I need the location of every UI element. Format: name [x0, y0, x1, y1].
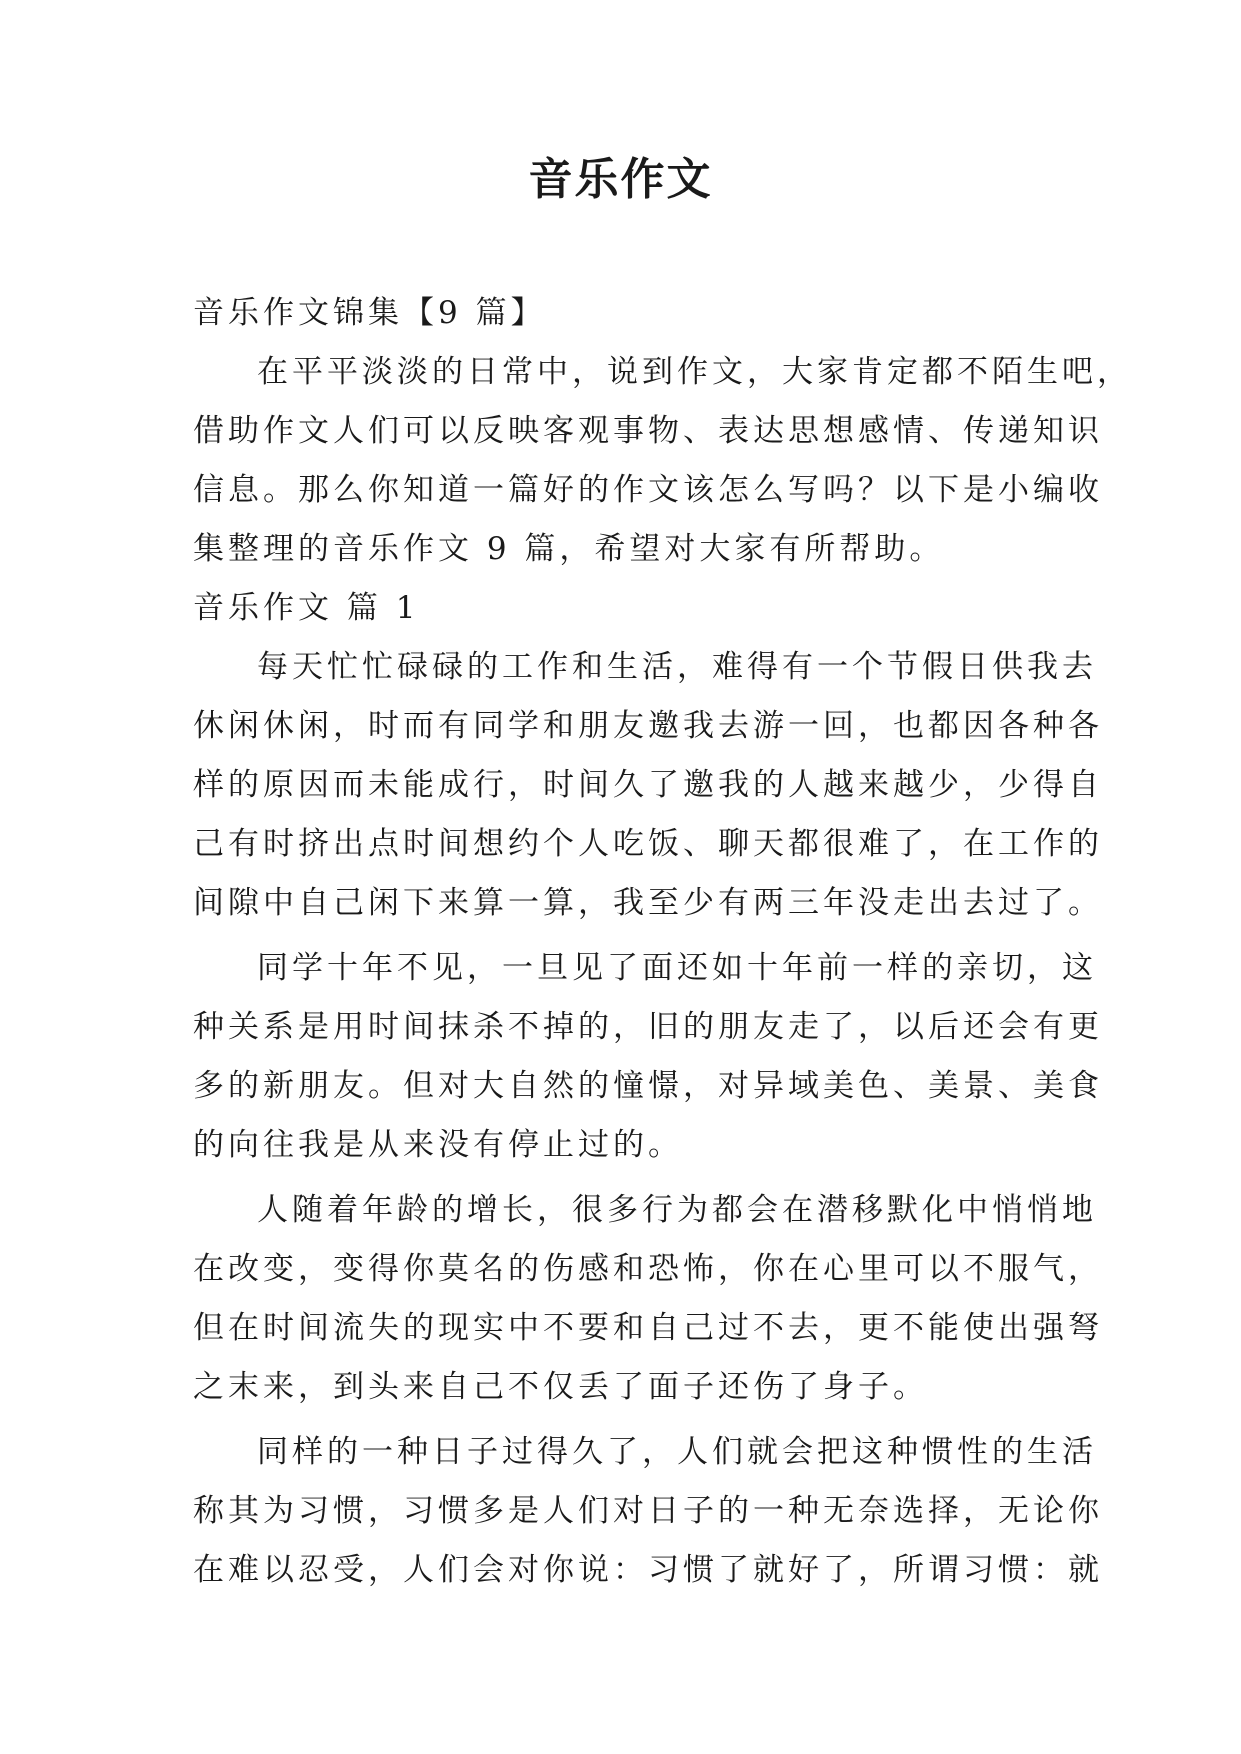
text-line: 每天忙忙碌碌的工作和生活，难得有一个节假日供我去 — [257, 649, 1097, 685]
text-line: 样的原因而未能成行，时间久了邀我的人越来越少，少得自 — [193, 767, 1103, 803]
text-line: 在难以忍受，人们会对你说：习惯了就好了，所谓习惯：就 — [193, 1552, 1103, 1588]
text-line: 音乐作文锦集【9 篇】 — [193, 295, 546, 331]
text-line: 同样的一种日子过得久了，人们就会把这种惯性的生活 — [257, 1434, 1097, 1470]
text-line: 称其为习惯，习惯多是人们对日子的一种无奈选择，无论你 — [193, 1493, 1103, 1529]
text-line: 同学十年不见，一旦见了面还如十年前一样的亲切，这 — [257, 950, 1097, 986]
text-line: 间隙中自己闲下来算一算，我至少有两三年没走出去过了。 — [193, 885, 1103, 921]
text-line: 的向往我是从来没有停止过的。 — [193, 1127, 683, 1163]
text-line: 音乐作文 篇 1 — [193, 590, 420, 626]
text-line: 人随着年龄的增长，很多行为都会在潜移默化中悄悄地 — [257, 1192, 1097, 1228]
text-line: 在平平淡淡的日常中，说到作文，大家肯定都不陌生吧， — [257, 354, 1132, 390]
text-line: 但在时间流失的现实中不要和自己过不去，更不能使出强弩 — [193, 1310, 1103, 1346]
document-title: 音乐作文 — [528, 154, 713, 205]
text-line: 集整理的音乐作文 9 篇，希望对大家有所帮助。 — [193, 531, 945, 567]
text-line: 种关系是用时间抹杀不掉的，旧的朋友走了，以后还会有更 — [193, 1009, 1103, 1045]
text-line: 己有时挤出点时间想约个人吃饭、聊天都很难了，在工作的 — [193, 826, 1103, 862]
text-line: 休闲休闲，时而有同学和朋友邀我去游一回，也都因各种各 — [193, 708, 1103, 744]
text-line: 信息。那么你知道一篇好的作文该怎么写吗？以下是小编收 — [193, 472, 1103, 508]
text-line: 多的新朋友。但对大自然的憧憬，对异域美色、美景、美食 — [193, 1068, 1103, 1104]
document-body — [193, 284, 1132, 1600]
text-line: 在改变，变得你莫名的伤感和恐怖，你在心里可以不服气， — [193, 1251, 1103, 1287]
text-line: 借助作文人们可以反映客观事物、表达思想感情、传递知识 — [193, 413, 1103, 449]
text-line: 之末来，到头来自己不仅丢了面子还伤了身子。 — [193, 1369, 928, 1405]
